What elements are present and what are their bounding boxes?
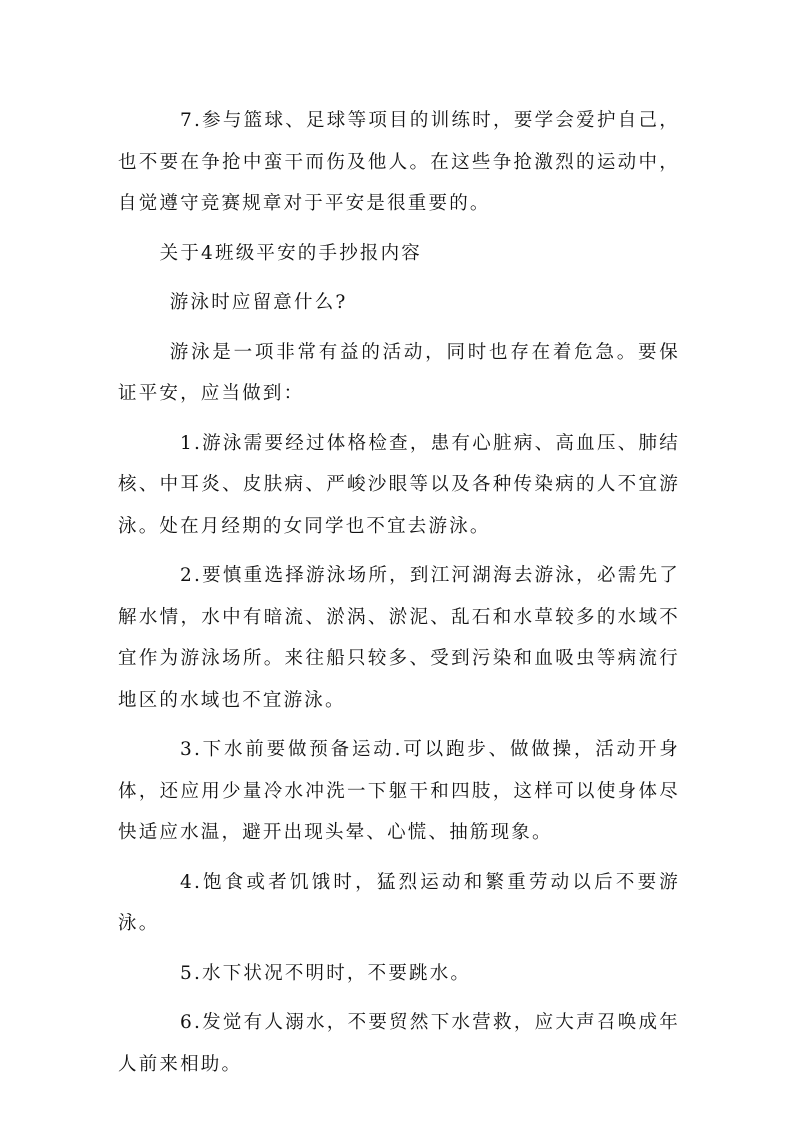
section-heading: 关于4班级平安的手抄报内容 [159,242,422,264]
list-item-5: 5.水下状况不明时，不要跳水。 [179,962,472,984]
paragraph-item-7: 7.参与篮球、足球等项目的训练时，要学会爱护自己，也不要在争抢中蛮干而伤及他人。在这些争抢激烈的运动中，自觉遵守竞赛规章对于平安是很重要的。 [118,110,680,214]
list-item-1: 1.游泳需要经过体格检查，患有心脏病、高血压、肺结核、中耳炎、皮肤病、严峻沙眼等以及各种传染病的人不宜游泳。处在月经期的女同学也不宜去游泳。 [118,432,680,537]
list-item-4: 4.饱食或者饥饿时，猛烈运动和繁重劳动以后不要游泳。 [118,871,680,934]
list-item-6: 6.发觉有人溺水，不要贸然下水营救，应大声召唤成年人前来相助。 [118,1012,680,1075]
sub-heading: 游泳时应留意什么? [169,292,348,313]
intro-paragraph: 游泳是一项非常有益的活动，同时也存在着危急。要保证平安，应当做到： [118,341,680,404]
list-item-2: 2.要慎重选择游泳场所，到江河湖海去游泳，必需先了解水情，水中有暗流、淤涡、淤泥、乱石和水草较多的水域不宜作为游泳场所。来往船只较多、受到污染和血吸虫等病流行地区的水域也不宜游泳。 [118,565,680,711]
document-body [118,100,680,1093]
list-item-3: 3.下水前要做预备运动.可以跑步、做做操，活动开身体，还应用少量冷水冲洗一下躯干和四肢，这样可以使身体尽快适应水温，避开出现头晕、心慌、抽筋现象。 [118,739,680,843]
